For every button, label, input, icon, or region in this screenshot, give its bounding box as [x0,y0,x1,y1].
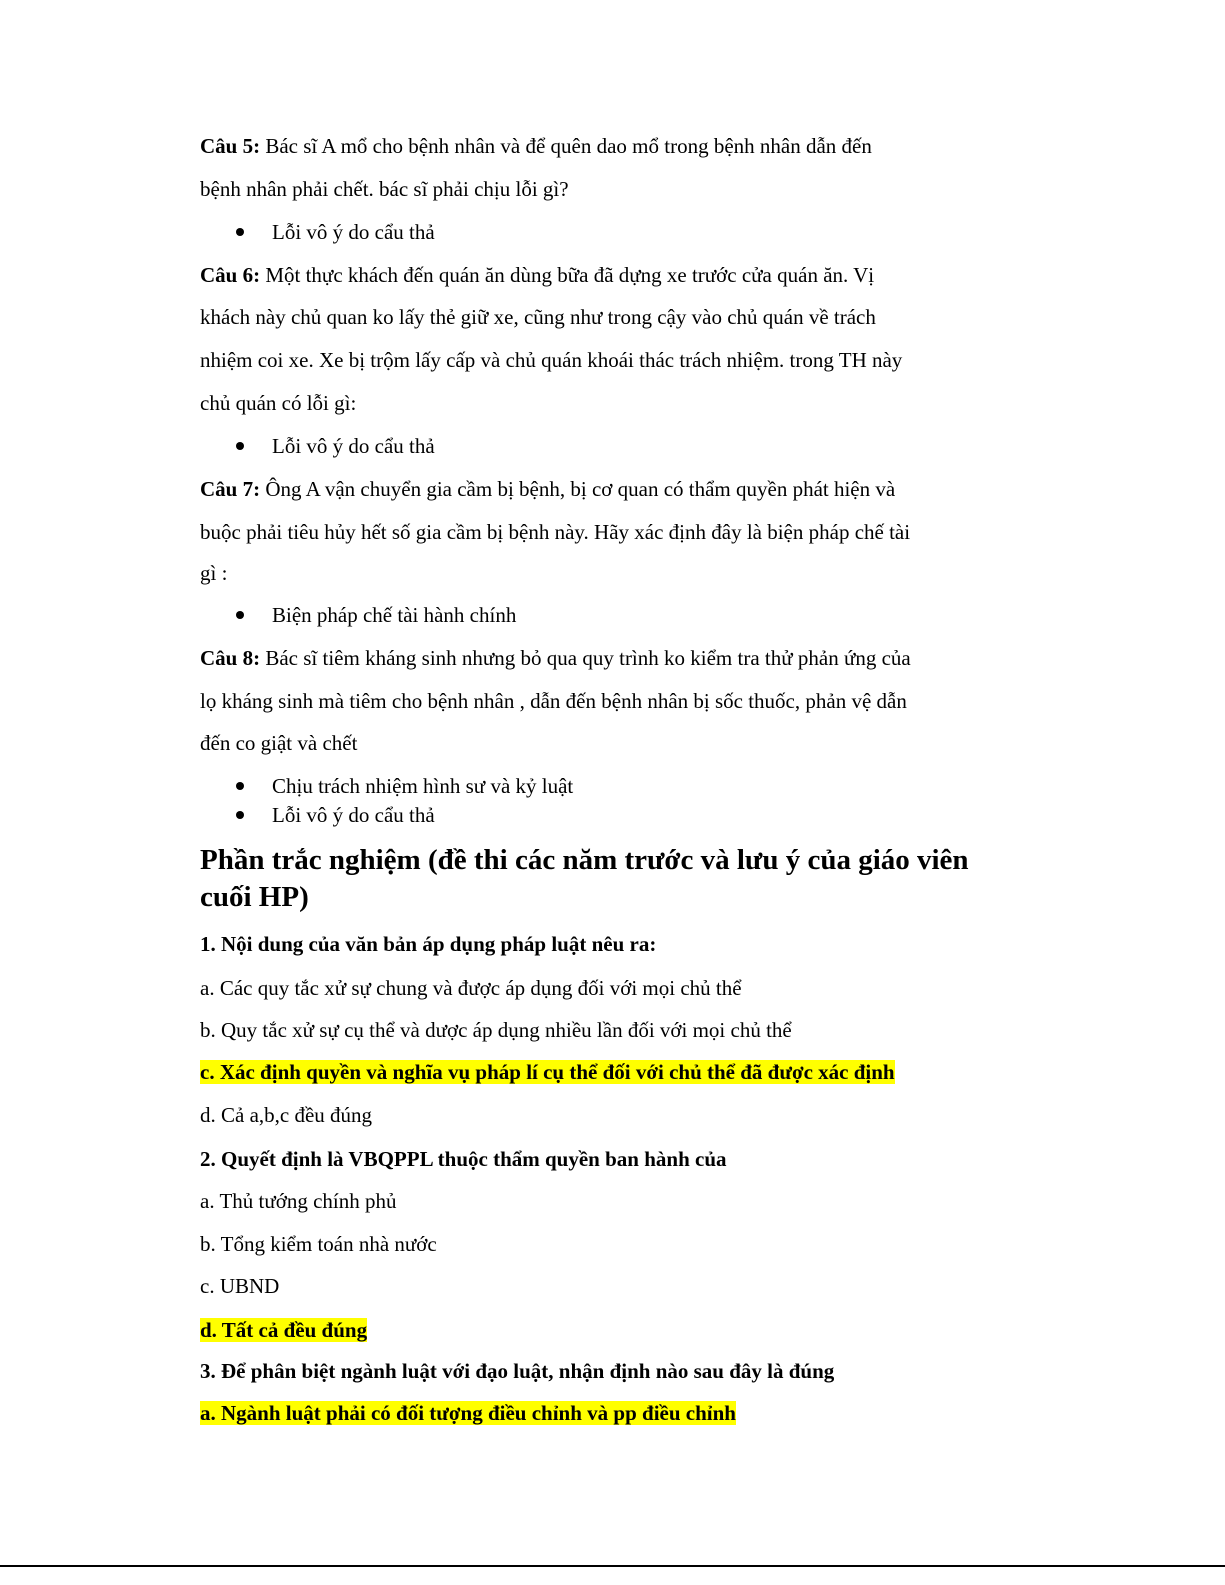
q6-answer: Lỗi vô ý do cẩu thả [272,434,435,458]
mc1-option-d: d. Cả a,b,c đều đúng [200,1103,373,1127]
mc2-option-a: a. Thủ tướng chính phủ [200,1189,397,1213]
mc2-option-d-correct [200,1316,367,1344]
section-title-line-1: Phần trắc nghiệm (đề thi các năm trước và lưu ý của giáo viên [200,844,969,876]
q8-line-1 [200,644,911,672]
q7-answer: Biện pháp chế tài hành chính [272,603,517,627]
mc1-option-b: b. Quy tắc xử sự cụ thể và dược áp dụng nhiều lần đối với mọi chủ thể [200,1018,792,1042]
q5-text-1: Bác sĩ A mổ cho bệnh nhân và để quên dao mổ trong bệnh nhân dẫn đến [260,134,872,158]
q5-line-2: bệnh nhân phải chết. bác sĩ phải chịu lỗi gì? [200,177,569,201]
q7-line-3: gì : [200,561,228,585]
section-title-line-2: cuối HP) [200,881,309,913]
q6-label: Câu 6: [200,263,261,287]
mc1-option-a: a. Các quy tắc xử sự chung và được áp dụng đối với mọi chủ thể [200,976,742,1000]
mc3-question: 3. Để phân biệt ngành luật với đạo luật, nhận định nào sau đây là đúng [200,1359,835,1383]
bullet-icon [236,442,244,450]
q6-line-4: chủ quán có lỗi gì: [200,391,357,415]
highlighted-answer: a. Ngành luật phải có đối tượng điều chỉnh và pp điều chỉnh [200,1401,736,1425]
q8-answer-2: Lỗi vô ý do cẩu thả [272,803,435,827]
q6-line-2: khách này chủ quan ko lấy thẻ giữ xe, cũng như trong cậy vào chủ quán về trách [200,305,876,329]
q7-line-1 [200,475,895,503]
q6-text-1: Một thực khách đến quán ăn dùng bữa đã dựng xe trước cửa quán ăn. Vị [260,263,875,287]
q6-line-3: nhiệm coi xe. Xe bị trộm lấy cấp và chủ quán khoái thác trách nhiệm. trong TH này [200,348,903,372]
q7-text-1: Ông A vận chuyển gia cầm bị bệnh, bị cơ quan có thẩm quyền phát hiện và [260,477,896,501]
mc2-option-b: b. Tổng kiểm toán nhà nước [200,1232,437,1256]
q8-line-3: đến co giật và chết [200,731,358,755]
bullet-icon [236,782,244,790]
q8-line-2: lọ kháng sinh mà tiêm cho bệnh nhân , dẫn đến bệnh nhân bị sốc thuốc, phản vệ dẫn [200,689,907,713]
q8-text-1: Bác sĩ tiêm kháng sinh nhưng bỏ qua quy trình ko kiểm tra thử phản ứng của [260,646,911,670]
q5-line-1 [200,132,872,160]
bullet-icon [236,228,244,236]
mc3-option-a-correct [200,1399,736,1427]
bullet-icon [236,811,244,819]
mc2-question: 2. Quyết định là VBQPPL thuộc thẩm quyền ban hành của [200,1147,727,1171]
q6-line-1 [200,261,874,289]
mc2-option-c: c. UBND [200,1274,280,1298]
highlighted-answer: d. Tất cả đều đúng [200,1318,368,1342]
page-bottom-rule [0,1565,1225,1567]
q5-label: Câu 5: [200,134,261,158]
q8-label: Câu 8: [200,646,261,670]
q7-label: Câu 7: [200,477,261,501]
bullet-icon [236,611,244,619]
mc1-option-c-correct [200,1058,895,1086]
highlighted-answer: c. Xác định quyền và nghĩa vụ pháp lí cụ thể đối với chủ thể đã được xác định [200,1060,895,1084]
q5-answer: Lỗi vô ý do cẩu thả [272,220,435,244]
mc1-question: 1. Nội dung của văn bản áp dụng pháp luật nêu ra: [200,932,657,956]
q7-line-2: buộc phải tiêu hủy hết số gia cầm bị bệnh này. Hãy xác định đây là biện pháp chế tài [200,520,911,544]
q8-answer-1: Chịu trách nhiệm hình sư và kỷ luật [272,774,574,798]
